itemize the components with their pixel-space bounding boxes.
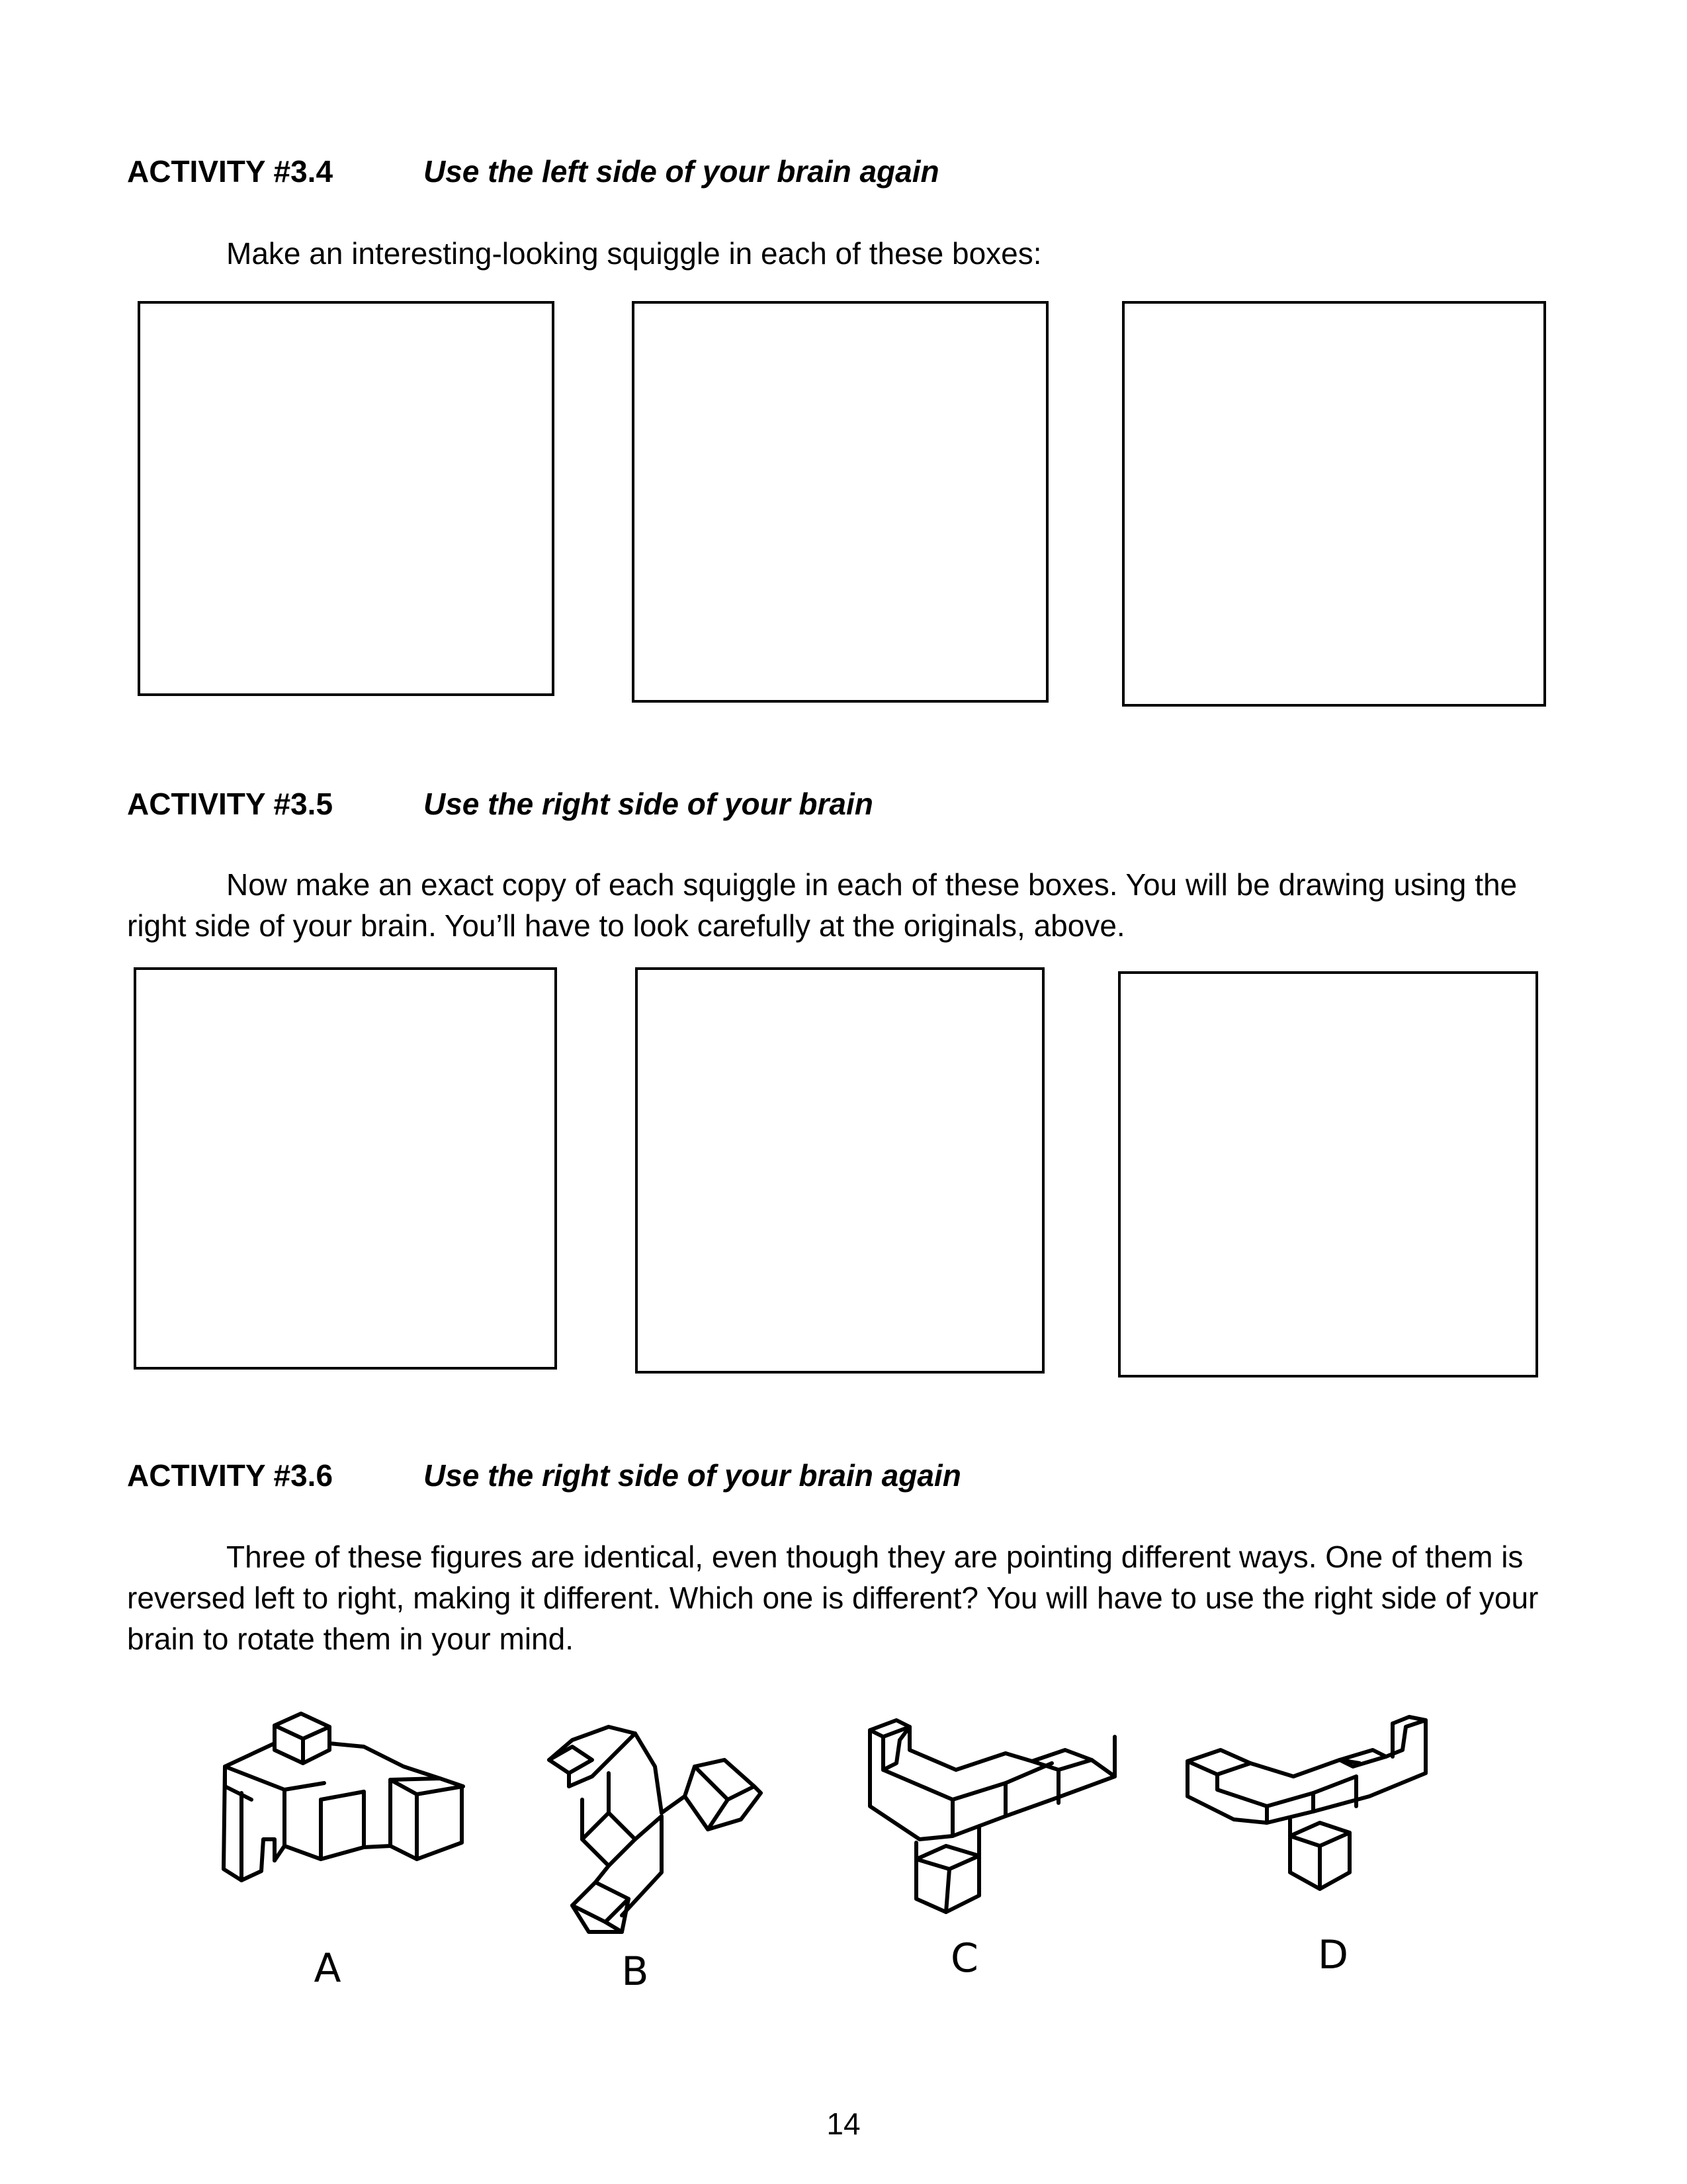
activity-3-4-instruction: Make an interesting-looking squiggle in each of these boxes:: [226, 236, 1042, 271]
activity-3-4-heading: [127, 153, 939, 189]
activity-subtitle: Use the right side of your brain again: [423, 1458, 961, 1493]
squiggle-box-3[interactable]: [1122, 301, 1546, 707]
activity-subtitle: Use the right side of your brain: [423, 787, 873, 821]
activity-3-6-instruction: Three of these figures are identical, even though they are pointing different ways. One of them is reversed left to right, making it different. Which one is different? You will have to use the right side of your brain to rotate them in your mind.: [127, 1540, 1539, 1656]
activity-number: ACTIVITY #3.5: [127, 787, 333, 821]
figure-b-drawing[interactable]: [542, 1707, 774, 1945]
figure-d-label: D: [1317, 1932, 1349, 1978]
squiggle-box-2[interactable]: [632, 301, 1049, 703]
figure-a-label: A: [314, 1945, 341, 1991]
figure-c-drawing[interactable]: [860, 1714, 1125, 1932]
figure-b-label: B: [621, 1948, 649, 1995]
figure-a-drawing[interactable]: [212, 1707, 476, 1925]
copy-box-1[interactable]: [134, 967, 557, 1370]
copy-box-2[interactable]: [635, 967, 1045, 1374]
activity-3-5-instruction: Now make an exact copy of each squiggle in each of these boxes. You will be drawing using the right side of your brain. You’ll have to look carefully at the originals, above.: [127, 867, 1518, 943]
page-number: 14: [826, 2107, 861, 2141]
squiggle-box-1[interactable]: [138, 301, 554, 696]
activity-number: ACTIVITY #3.4: [127, 154, 333, 189]
activity-subtitle: Use the left side of your brain again: [423, 154, 939, 189]
figure-c-label: C: [951, 1935, 978, 1982]
figure-d-drawing[interactable]: [1181, 1714, 1432, 1932]
activity-number: ACTIVITY #3.6: [127, 1458, 333, 1493]
copy-box-3[interactable]: [1118, 971, 1538, 1377]
activity-3-6-heading: [127, 1458, 961, 1493]
activity-3-5-heading: [127, 786, 873, 822]
